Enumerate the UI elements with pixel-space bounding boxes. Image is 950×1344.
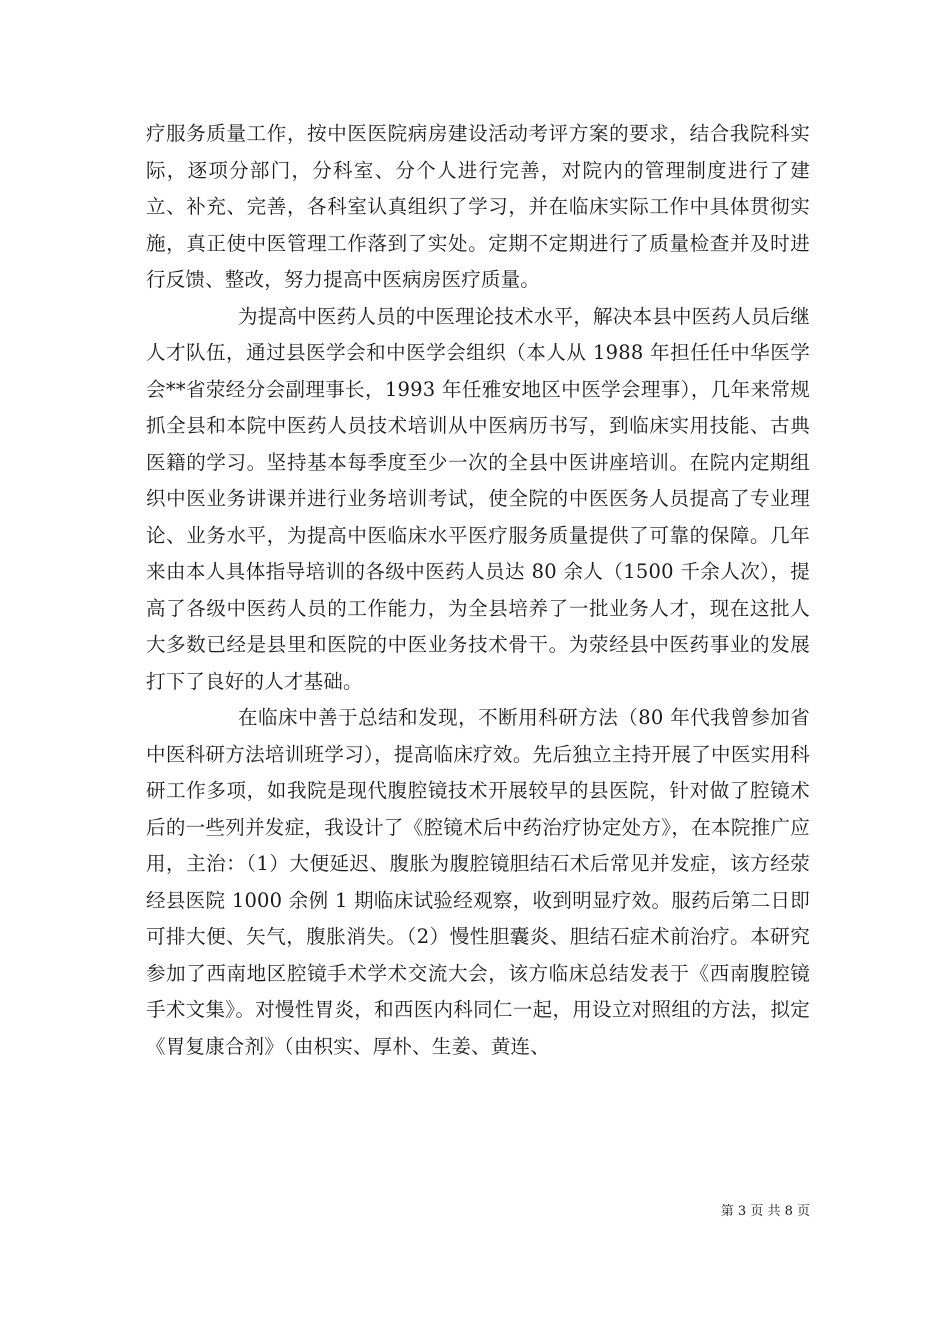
paragraph-2: 为提高中医药人员的中医理论技术水平，解决本县中医药人员后继人才队伍，通过县医学会和中医学会组织（本人从 1988 年担任任中华医学会**省荥经分会副理事长，1993 年任雅安地区中医学会理事），几年来常规抓全县和本院中医药人员技术培训从中医病历书写，到临床实用技能、古典医籍的学习。坚持基本每季度至少一次的全县中医讲座培训。在院内定期组织中医业务讲课并进行业务培训考试，使全院的中医医务人员提高了专业理论、业务水平，为提高中医临床水平医疗服务质量提供了可靠的保障。几年来由本人具体指导培训的各级中医药人员达 80 余人（1500 千余人次），提高了各级中医药人员的工作能力，为全县培养了一批业务人才，现在这批人大多数已经是县里和医院的中医业务技术骨干。为荥经县中医药事业的发展打下了良好的人才基础。 <box>146 304 810 693</box>
document-body <box>146 116 810 1065</box>
paragraph-3: 在临床中善于总结和发现，不断用科研方法（80 年代我曾参加省中医科研方法培训班学习），提高临床疗效。先后独立主持开展了中医实用科研工作多项，如我院是现代腹腔镜技术开展较早的县医院，针对做了腔镜术后的一些列并发症，我设计了《腔镜术后中药治疗协定处方》，在本院推广应用，主治：（1）大便延迟、腹胀为腹腔镜胆结石术后常见并发症，该方经荥经县医院 1000 余例 1 期临床试验经观察，收到明显疗效。服药后第二日即可排大便、矢气，腹胀消失。（2）慢性胆囊炎、胆结石症术前治疗。本研究参加了西南地区腔镜手术学术交流大会，该方临床总结发表于《西南腹腔镜手术文集》。对慢性胃炎，和西医内科同仁一起，用设立对照组的方法，拟定《胃复康合剂》（由枳实、厚朴、生姜、黄连、 <box>146 706 810 1058</box>
paragraph-1: 疗服务质量工作，按中医医院病房建设活动考评方案的要求，结合我院科实际，逐项分部门，分科室、分个人进行完善，对院内的管理制度进行了建立、补充、完善，各科室认真组织了学习，并在临床实际工作中具体贯彻实施，真正使中医管理工作落到了实处。定期不定期进行了质量检查并及时进行反馈、整改，努力提高中医病房医疗质量。 <box>146 122 810 291</box>
page-footer: 第 3 页 共 8 页 <box>720 1204 810 1219</box>
